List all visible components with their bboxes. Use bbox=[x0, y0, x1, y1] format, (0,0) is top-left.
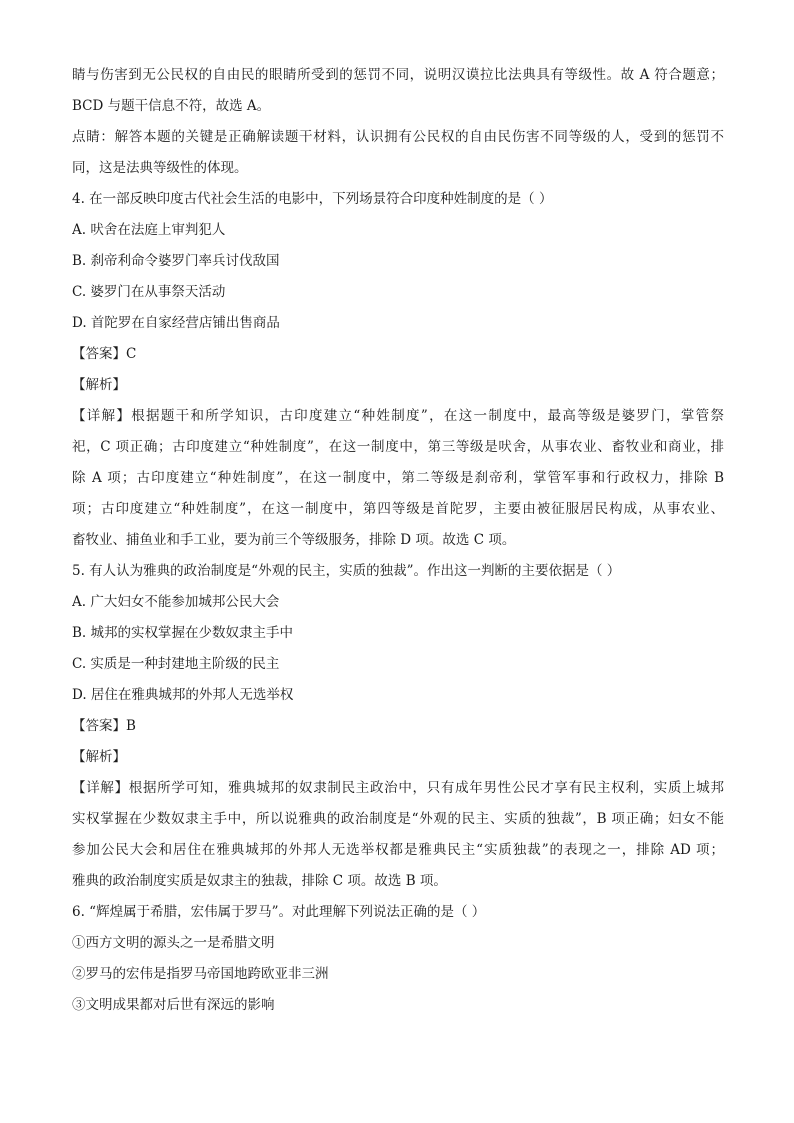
question-5-detail-line: 【详解】根据所学可知，雅典城邦的奴隶制民主政治中，只有成年男性公民才享有民主权利，实质上城邦 bbox=[72, 780, 724, 796]
question-4-detail-line: 畜牧业、捕鱼业和手工业，要为前三个等级服务，排除 D 项。故选 C 项。 bbox=[72, 532, 516, 548]
intro-line: BCD 与题干信息不符，故选 A。 bbox=[72, 98, 271, 114]
question-6-statement: ①西方文明的源头之一是希腊文明 bbox=[72, 935, 275, 951]
question-5-detail-line: 雅典的政治制度实质是奴隶主的独裁，排除 C 项。故选 B 项。 bbox=[72, 873, 447, 889]
question-5-option-b: B. 城邦的实权掌握在少数奴隶主手中 bbox=[72, 625, 294, 641]
question-5-option-d: D. 居住在雅典城邦的外邦人无选举权 bbox=[72, 687, 294, 703]
question-4-detail-line: 除 A 项；古印度建立“种姓制度”，在这一制度中，第二等级是刹帝利，掌管军事和行政权力，排除 B bbox=[72, 470, 724, 486]
question-4-detail-line: 【详解】根据题干和所学知识，古印度建立“种姓制度”，在这一制度中，最高等级是婆罗门，掌管祭 bbox=[72, 408, 724, 424]
question-4-analysis-label: 【解析】 bbox=[72, 377, 126, 393]
question-6-statement: ③文明成果都对后世有深远的影响 bbox=[72, 997, 275, 1013]
question-4-detail-line: 祀，C 项正确；古印度建立“种姓制度”，在这一制度中，第三等级是吠舍，从事农业、畜牧业和商业，排 bbox=[72, 439, 724, 455]
question-4-option-d: D. 首陀罗在自家经营店铺出售商品 bbox=[72, 315, 280, 331]
question-4-option-a: A. 吠舍在法庭上审判犯人 bbox=[72, 222, 226, 238]
question-5-detail-line: 实权掌握在少数奴隶主手中，所以说雅典的政治制度是“外观的民主、实质的独裁”，B 项正确；妇女不能 bbox=[72, 811, 724, 827]
question-4-stem: 4. 在一部反映印度古代社会生活的电影中，下列场景符合印度种姓制度的是（ ） bbox=[72, 191, 553, 207]
question-5-option-c: C. 实质是一种封建地主阶级的民主 bbox=[72, 656, 280, 672]
intro-line: 点睛：解答本题的关键是正确解读题干材料，认识拥有公民权的自由民伤害不同等级的人，受到的惩罚不 bbox=[72, 129, 724, 145]
intro-line: 睛与伤害到无公民权的自由民的眼睛所受到的惩罚不同，说明汉谟拉比法典具有等级性。故 A 符合题意； bbox=[72, 67, 724, 83]
question-5-analysis-label: 【解析】 bbox=[72, 749, 126, 765]
question-4-option-c: C. 婆罗门在从事祭天活动 bbox=[72, 284, 226, 300]
question-4-answer: 【答案】C bbox=[72, 346, 137, 362]
question-5-detail-line: 参加公民大会和居住在雅典城邦的外邦人无选举权都是雅典民主“实质独裁”的表现之一，排除 AD 项； bbox=[72, 842, 724, 858]
question-5-option-a: A. 广大妇女不能参加城邦公民大会 bbox=[72, 594, 280, 610]
question-6-stem: 6. “辉煌属于希腊，宏伟属于罗马”。对此理解下列说法正确的是（ ） bbox=[72, 904, 486, 920]
question-5-stem: 5. 有人认为雅典的政治制度是“外观的民主，实质的独裁”。作出这一判断的主要依据是（ ） bbox=[72, 563, 621, 579]
question-4-detail-line: 项；古印度建立“种姓制度”，在这一制度中，第四等级是首陀罗，主要由被征服居民构成，从事农业、 bbox=[72, 501, 724, 517]
question-6-statement: ②罗马的宏伟是指罗马帝国地跨欧亚非三洲 bbox=[72, 966, 329, 982]
question-4-option-b: B. 刹帝利命令婆罗门率兵讨伐敌国 bbox=[72, 253, 280, 269]
intro-line: 同，这是法典等级性的体现。 bbox=[72, 160, 248, 176]
document-page bbox=[72, 60, 724, 1021]
question-5-answer: 【答案】B bbox=[72, 718, 136, 734]
